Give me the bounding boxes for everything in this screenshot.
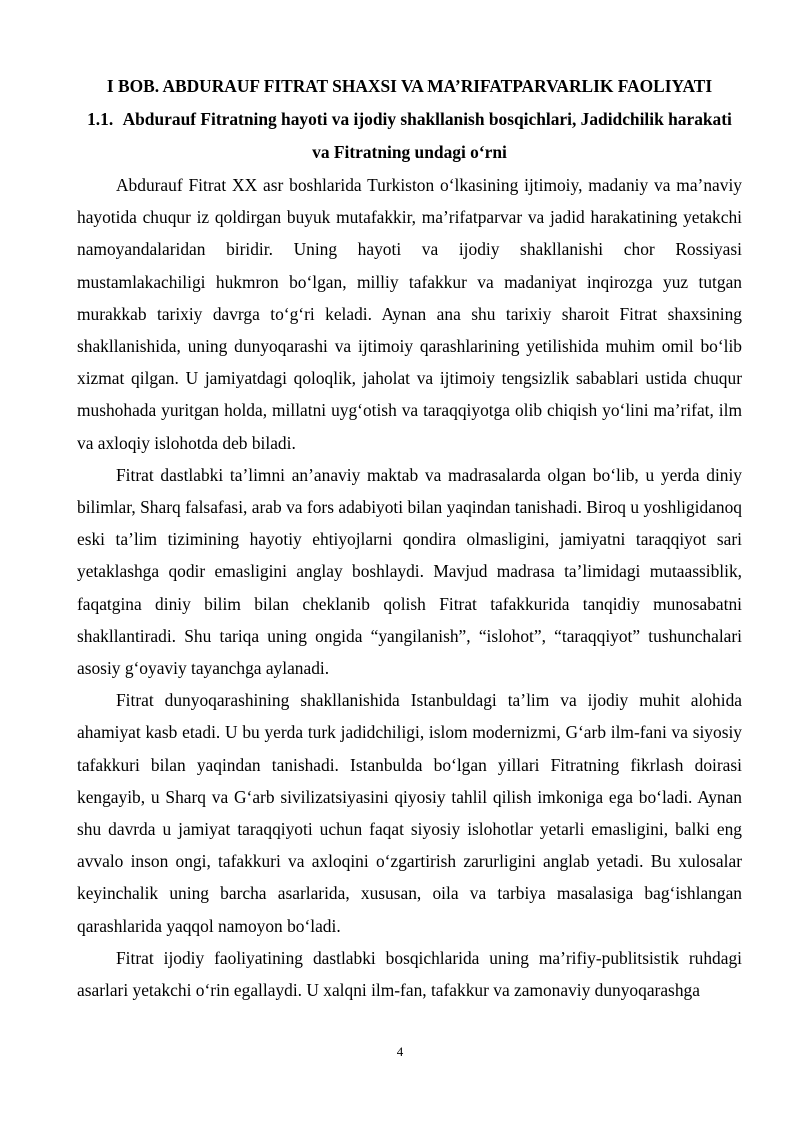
paragraph: Fitrat dastlabki ta’limni an’anaviy maktab va madrasalarda olgan boʻlib, u yerda diniy bilimlar, Sharq falsafasi, arab va fors adabiyoti bilan yaqindan tanishadi. Biroq u yoshligidanoq eski ta’lim tizimining hayotiy ehtiyojlarni qondira olmasligini, jamiyatni taraqqiyot sari yetaklashga qodir emasligini anglay boshlaydi. Mavjud madrasa ta’limidagi mutaassiblik, faqatgina diniy bilim bilan cheklanib qolish Fitrat tafakkurida tanqidiy munosabatni shakllantiradi. Shu tariqa uning ongida “yangilanish”, “islohot”, “taraqqiyot” tushunchalari asosiy gʻoyaviy tayanchga aylanadi.	[77, 464, 742, 679]
document-page	[77, 70, 742, 1006]
section-number: 1.1.	[87, 109, 114, 129]
paragraph: Fitrat ijodiy faoliyatining dastlabki bosqichlarida uning ma’rifiy-publitsistik ruhdagi asarlari yetakchi oʻrin egallaydi. U xalqni ilm-fan, tafakkur va zamonaviy dunyoqarashga	[77, 947, 742, 1001]
chapter-title: I BOB. ABDURAUF FITRAT SHAXSI VA MA’RIFATPARVARLIK FAOLIYATI	[106, 76, 713, 96]
paragraph: Abdurauf Fitrat XX asr boshlarida Turkiston oʻlkasining ijtimoiy, madaniy va ma’naviy hayotida chuqur iz qoldirgan buyuk mutafakkir, ma’rifatparvar va jadid harakatining yetakchi namoyandalaridan biridir. Uning hayoti va ijodiy shakllanishi chor Rossiyasi mustamlakachiligi hukmron boʻlgan, milliy tafakkur va madaniyat inqirozga yuz tutgan murakkab tarixiy davrga toʻgʻri keladi. Aynan ana shu tarixiy sharoit Fitrat shaxsining shakllanishida, uning dunyoqarashi va ijtimoiy qarashlarining yetilishida muhim omil boʻlib xizmat qilgan. U jamiyatdagi qoloqlik, jaholat va ijtimoiy tengsizlik sabablari ustida chuqur mushohada yuritgan holda, millatni uygʻotish va taraqqiyotga olib chiqish yoʻlini ma’rifat, ilm va axloqiy islohotda deb biladi.	[77, 175, 742, 453]
paragraph: Fitrat dunyoqarashining shakllanishida Istanbuldagi ta’lim va ijodiy muhit alohida ahamiyat kasb etadi. U bu yerda turk jadidchiligi, islom modernizmi, Gʻarb ilm-fani va siyosiy tafakkuri bilan yaqindan tanishadi. Istanbulda boʻlgan yillari Fitratning fikrlash doirasi kengayib, u Sharq va Gʻarb sivilizatsiyasini qiyosiy tahlil qilish imkoniga ega boʻladi. Aynan shu davrda u jamiyat taraqqiyoti uchun faqat siyosiy islohotlar yetarli emasligini, balki eng avvalo inson ongi, tafakkuri va axloqini oʻzgartirish zarurligini anglab yetadi. Bu xulosalar keyinchalik uning barcha asarlarida, xususan, oila va tarbiya masalasiga bagʻishlangan qarashlarida yaqqol namoyon boʻladi.	[77, 690, 742, 936]
page-number: 4	[396, 1044, 404, 1059]
section-heading	[77, 103, 742, 169]
section-title: Abdurauf Fitratning hayoti va ijodiy shakllanish bosqichlari, Jadidchilik harakati va Fitratning undagi oʻrni	[122, 109, 732, 162]
